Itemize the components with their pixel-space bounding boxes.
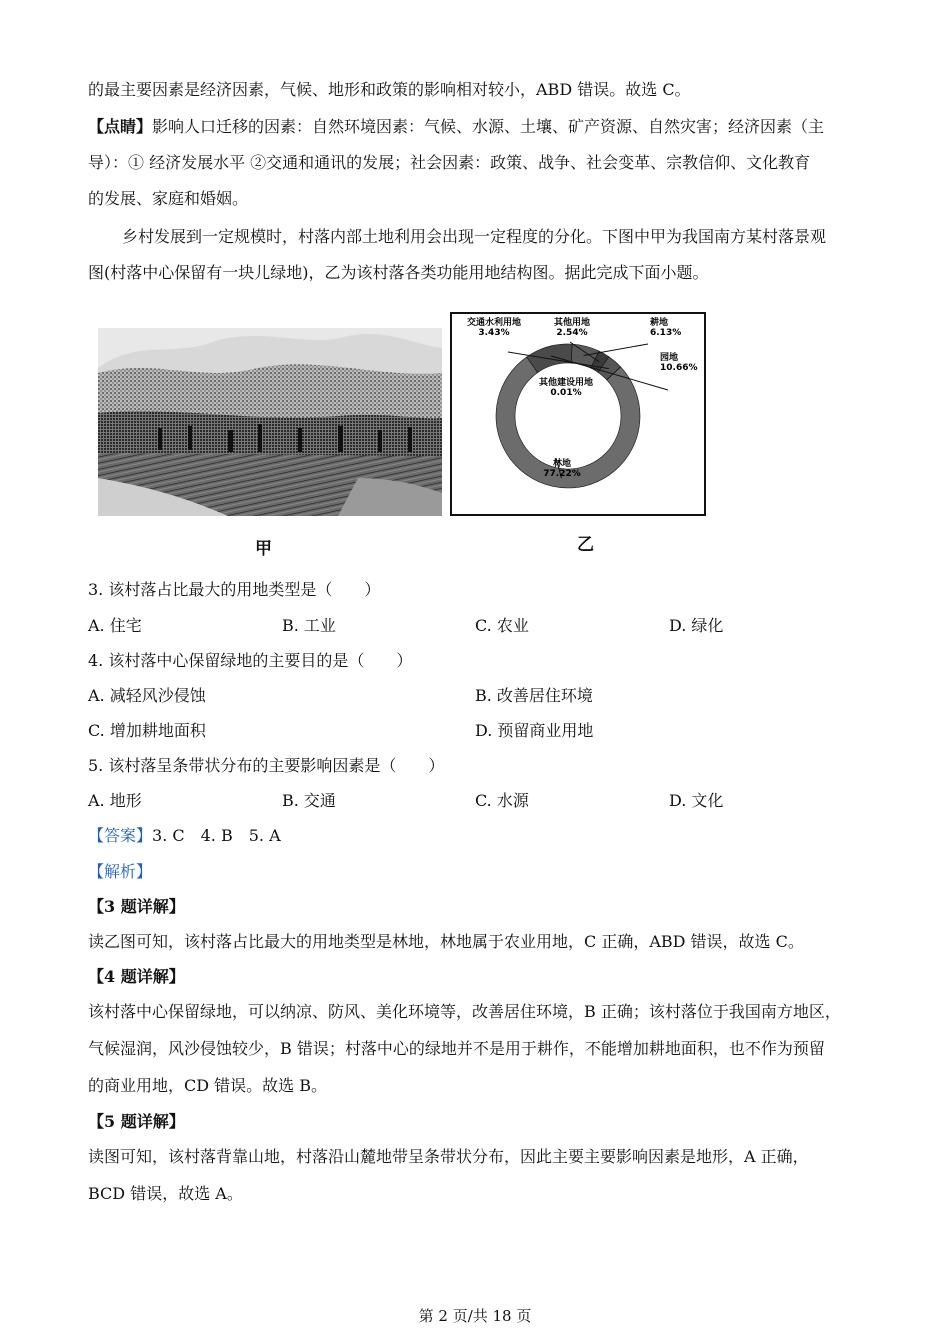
village-landscape-image [98,328,442,516]
question-4-option-d: D. 预留商业用地 [475,721,594,740]
figure-caption-jia: 甲 [255,539,272,559]
detail-4-text-1: 该村落中心保留绿地，可以纳凉、防风、美化环境等，改善居住环境，B 正确；该村落位于我国南方地区， [88,1002,841,1021]
detail-4-text-2: 气候湿润，风沙侵蚀较少，B 错误；村落中心的绿地并不是用于耕作，不能增加耕地面积，也不作为预留 [88,1039,825,1058]
question-3-stem: 3. 该村落占比最大的用地类型是（ ） [88,580,381,599]
question-5-option-a: A. 地形 [88,791,142,810]
question-5-option-b: B. 交通 [282,791,336,810]
land-use-donut-chart [450,312,706,516]
donut-category-label-2: 耕地 [650,318,669,328]
detail-4-text-3: 的商业用地，CD 错误。故选 B。 [88,1076,328,1095]
donut-category-label-5: 其他建设用地 [538,378,594,388]
question-4-option-a: A. 减轻风沙侵蚀 [88,686,206,705]
detail-5-text-2: BCD 错误，故选 A。 [88,1184,243,1203]
detail-5-heading: 【5 题详解】 [88,1112,185,1131]
text-line-1: 的最主要因素是经济因素，气候、地形和政策的影响相对较小，ABD 错误。故选 C。 [88,80,691,99]
question-4-stem: 4. 该村落中心保留绿地的主要目的是（ ） [88,651,413,670]
detail-3-text: 读乙图可知，该村落占比最大的用地类型是林地，林地属于农业用地，C 正确，ABD 错误，故选 C。 [88,932,804,951]
answer-text: 3. C 4. B 5. A [152,826,281,845]
question-5-stem: 5. 该村落呈条带状分布的主要影响因素是（ ） [88,756,445,775]
donut-category-label-1: 园地 [660,353,679,363]
donut-category-label-3: 其他用地 [553,318,591,328]
detail-4-heading: 【4 题详解】 [88,967,185,986]
dianjing-tag: 【点睛】 [88,117,153,136]
detail-5-text-1: 读图可知，该村落背靠山地，村落沿山麓地带呈条带状分布，因此主要主要影响因素是地形，A 正确， [88,1147,809,1166]
answer-line [88,826,281,846]
answer-tag: 【答案】 [88,826,153,845]
question-3-option-a: A. 住宅 [88,616,142,635]
page-footer: 第 2 页/共 18 页 [418,1307,532,1325]
text-line-3: 导）：① 经济发展水平 ②交通和通讯的发展；社会因素：政策、战争、社会变革、宗教信仰、文化教育 [88,153,811,172]
donut-value-label-4: 3.43% [478,328,510,338]
question-5-option-d: D. 文化 [669,791,724,810]
text-line-2 [88,117,824,137]
figure-caption-yi: 乙 [577,535,594,555]
question-3-option-b: B. 工业 [282,616,336,635]
donut-value-label-5: 0.01% [550,388,582,398]
intro-line-1: 乡村发展到一定规模时，村落内部土地利用会出现一定程度的分化。下图中甲为我国南方某村落景观 [122,227,827,246]
analysis-tag: 【解析】 [88,862,153,881]
donut-value-label-1: 10.66% [660,363,698,373]
donut-svg [450,312,706,516]
detail-3-heading: 【3 题详解】 [88,897,185,916]
donut-category-label-4: 交通水利用地 [466,318,522,328]
text-line-4: 的发展、家庭和婚姻。 [88,189,249,208]
question-3-option-c: C. 农业 [475,616,529,635]
donut-value-label-0: 77.22% [543,469,581,479]
question-5-option-c: C. 水源 [475,791,529,810]
donut-category-label-0: 林地 [552,459,572,469]
question-3-option-d: D. 绿化 [669,616,724,635]
donut-value-label-3: 2.54% [556,328,588,338]
donut-value-label-2: 6.13% [650,328,682,338]
question-4-option-b: B. 改善居住环境 [475,686,593,705]
question-4-option-c: C. 增加耕地面积 [88,721,206,740]
intro-line-2: 图(村落中心保留有一块儿绿地)，乙为该村落各类功能用地结构图。据此完成下面小题。 [88,263,709,282]
dianjing-text: 影响人口迁移的因素：自然环境因素：气候、水源、土壤、矿产资源、自然灾害；经济因素（主 [152,117,825,136]
